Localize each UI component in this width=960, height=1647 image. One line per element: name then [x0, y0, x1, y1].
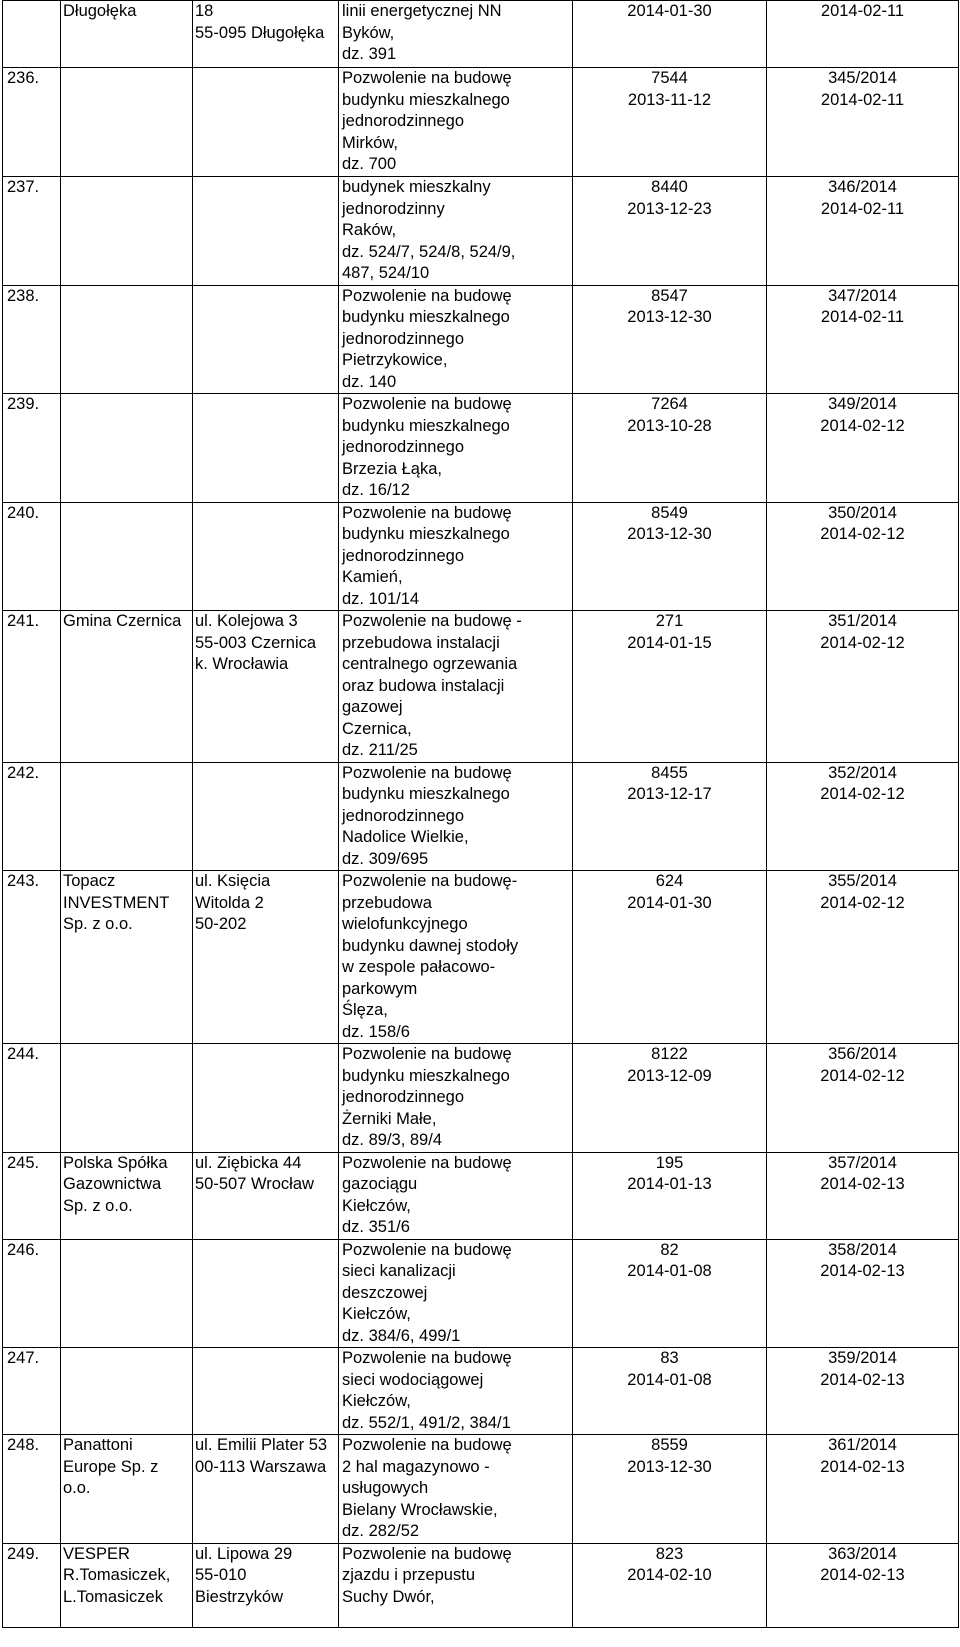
row-number: 246. [3, 1239, 61, 1348]
description-cell: Pozwolenie na budowę zjazdu i przepustu Suchy Dwór, [339, 1543, 573, 1627]
row-number: 241. [3, 611, 61, 763]
table-row [3, 1543, 959, 1627]
description-cell: Pozwolenie na budowę sieci wodociągowej Kiełczów, dz. 552/1, 491/2, 384/1 [339, 1348, 573, 1435]
table-row [3, 1, 959, 68]
table-row [3, 285, 959, 394]
table-row [3, 611, 959, 763]
description-cell: Pozwolenie na budowę budynku mieszkalnego jednorodzinnego Kamień, dz. 101/14 [339, 502, 573, 611]
row-number: 247. [3, 1348, 61, 1435]
application-cell: 7544 2013-11-12 [573, 68, 767, 177]
application-cell: 8440 2013-12-23 [573, 177, 767, 286]
table-row [3, 394, 959, 503]
permits-table [2, 0, 959, 1628]
investor-cell [61, 68, 193, 177]
address-cell: ul. Lipowa 29 55-010 Biestrzyków [193, 1543, 339, 1627]
description-cell: Pozwolenie na budowę 2 hal magazynowo - usługowych Bielany Wrocławskie, dz. 282/52 [339, 1435, 573, 1544]
row-number: 240. [3, 502, 61, 611]
table-row [3, 1152, 959, 1239]
description-cell: linii energetycznej NN Byków, dz. 391 [339, 1, 573, 68]
decision-cell: 356/2014 2014-02-12 [767, 1044, 959, 1153]
application-cell: 7264 2013-10-28 [573, 394, 767, 503]
decision-cell: 363/2014 2014-02-13 [767, 1543, 959, 1627]
application-cell: 8122 2013-12-09 [573, 1044, 767, 1153]
application-cell: 2014-01-30 [573, 1, 767, 68]
investor-cell [61, 1044, 193, 1153]
permits-table-body [3, 1, 959, 1628]
application-cell: 624 2014-01-30 [573, 871, 767, 1044]
table-row [3, 762, 959, 871]
decision-cell: 2014-02-11 [767, 1, 959, 68]
row-number: 236. [3, 68, 61, 177]
investor-cell: Długołęka [61, 1, 193, 68]
description-cell: Pozwolenie na budowę- przebudowa wielofunkcyjnego budynku dawnej stodoły w zespole pałacowo- parkowym Ślęza, dz. 158/6 [339, 871, 573, 1044]
decision-cell: 346/2014 2014-02-11 [767, 177, 959, 286]
description-cell: Pozwolenie na budowę budynku mieszkalnego jednorodzinnego Brzezia Łąka, dz. 16/12 [339, 394, 573, 503]
table-row [3, 871, 959, 1044]
address-cell: 18 55-095 Długołęka [193, 1, 339, 68]
investor-cell: Gmina Czernica [61, 611, 193, 763]
description-cell: Pozwolenie na budowę - przebudowa instalacji centralnego ogrzewania oraz budowa instalacji gazowej Czernica, dz. 211/25 [339, 611, 573, 763]
row-number: 245. [3, 1152, 61, 1239]
row-number: 239. [3, 394, 61, 503]
investor-cell [61, 1239, 193, 1348]
description-cell: Pozwolenie na budowę budynku mieszkalnego jednorodzinnego Pietrzykowice, dz. 140 [339, 285, 573, 394]
address-cell: ul. Księcia Witolda 2 50-202 [193, 871, 339, 1044]
table-row [3, 1239, 959, 1348]
address-cell: ul. Emilii Plater 53 00-113 Warszawa [193, 1435, 339, 1544]
row-number: 249. [3, 1543, 61, 1627]
description-cell: budynek mieszkalny jednorodzinny Raków, dz. 524/7, 524/8, 524/9, 487, 524/10 [339, 177, 573, 286]
address-cell [193, 1348, 339, 1435]
table-row [3, 1044, 959, 1153]
address-cell [193, 1044, 339, 1153]
investor-cell [61, 177, 193, 286]
address-cell [193, 1239, 339, 1348]
decision-cell: 358/2014 2014-02-13 [767, 1239, 959, 1348]
investor-cell: Panattoni Europe Sp. z o.o. [61, 1435, 193, 1544]
address-cell [193, 762, 339, 871]
row-number: 244. [3, 1044, 61, 1153]
application-cell: 195 2014-01-13 [573, 1152, 767, 1239]
application-cell: 8559 2013-12-30 [573, 1435, 767, 1544]
decision-cell: 355/2014 2014-02-12 [767, 871, 959, 1044]
application-cell: 82 2014-01-08 [573, 1239, 767, 1348]
investor-cell: Polska Spółka Gazownictwa Sp. z o.o. [61, 1152, 193, 1239]
row-number: 248. [3, 1435, 61, 1544]
table-row [3, 502, 959, 611]
application-cell: 8549 2013-12-30 [573, 502, 767, 611]
investor-cell [61, 394, 193, 503]
address-cell [193, 285, 339, 394]
decision-cell: 345/2014 2014-02-11 [767, 68, 959, 177]
application-cell: 83 2014-01-08 [573, 1348, 767, 1435]
row-number: 243. [3, 871, 61, 1044]
decision-cell: 359/2014 2014-02-13 [767, 1348, 959, 1435]
decision-cell: 352/2014 2014-02-12 [767, 762, 959, 871]
decision-cell: 357/2014 2014-02-13 [767, 1152, 959, 1239]
investor-cell: VESPER R.Tomasiczek, L.Tomasiczek [61, 1543, 193, 1627]
decision-cell: 361/2014 2014-02-13 [767, 1435, 959, 1544]
table-row [3, 1435, 959, 1544]
investor-cell: Topacz INVESTMENT Sp. z o.o. [61, 871, 193, 1044]
table-row [3, 68, 959, 177]
table-row [3, 177, 959, 286]
investor-cell [61, 1348, 193, 1435]
investor-cell [61, 285, 193, 394]
description-cell: Pozwolenie na budowę budynku mieszkalnego jednorodzinnego Żerniki Małe, dz. 89/3, 89/4 [339, 1044, 573, 1153]
application-cell: 271 2014-01-15 [573, 611, 767, 763]
row-number: 237. [3, 177, 61, 286]
description-cell: Pozwolenie na budowę gazociągu Kiełczów, dz. 351/6 [339, 1152, 573, 1239]
description-cell: Pozwolenie na budowę budynku mieszkalnego jednorodzinnego Mirków, dz. 700 [339, 68, 573, 177]
address-cell [193, 177, 339, 286]
application-cell: 8455 2013-12-17 [573, 762, 767, 871]
investor-cell [61, 502, 193, 611]
row-number: 242. [3, 762, 61, 871]
address-cell [193, 394, 339, 503]
decision-cell: 350/2014 2014-02-12 [767, 502, 959, 611]
decision-cell: 347/2014 2014-02-11 [767, 285, 959, 394]
table-row [3, 1348, 959, 1435]
address-cell [193, 502, 339, 611]
row-number: 238. [3, 285, 61, 394]
decision-cell: 351/2014 2014-02-12 [767, 611, 959, 763]
address-cell: ul. Ziębicka 44 50-507 Wrocław [193, 1152, 339, 1239]
address-cell: ul. Kolejowa 3 55-003 Czernica k. Wrocławia [193, 611, 339, 763]
address-cell [193, 68, 339, 177]
investor-cell [61, 762, 193, 871]
application-cell: 8547 2013-12-30 [573, 285, 767, 394]
decision-cell: 349/2014 2014-02-12 [767, 394, 959, 503]
row-number [3, 1, 61, 68]
description-cell: Pozwolenie na budowę sieci kanalizacji deszczowej Kiełczów, dz. 384/6, 499/1 [339, 1239, 573, 1348]
application-cell: 823 2014-02-10 [573, 1543, 767, 1627]
description-cell: Pozwolenie na budowę budynku mieszkalnego jednorodzinnego Nadolice Wielkie, dz. 309/695 [339, 762, 573, 871]
